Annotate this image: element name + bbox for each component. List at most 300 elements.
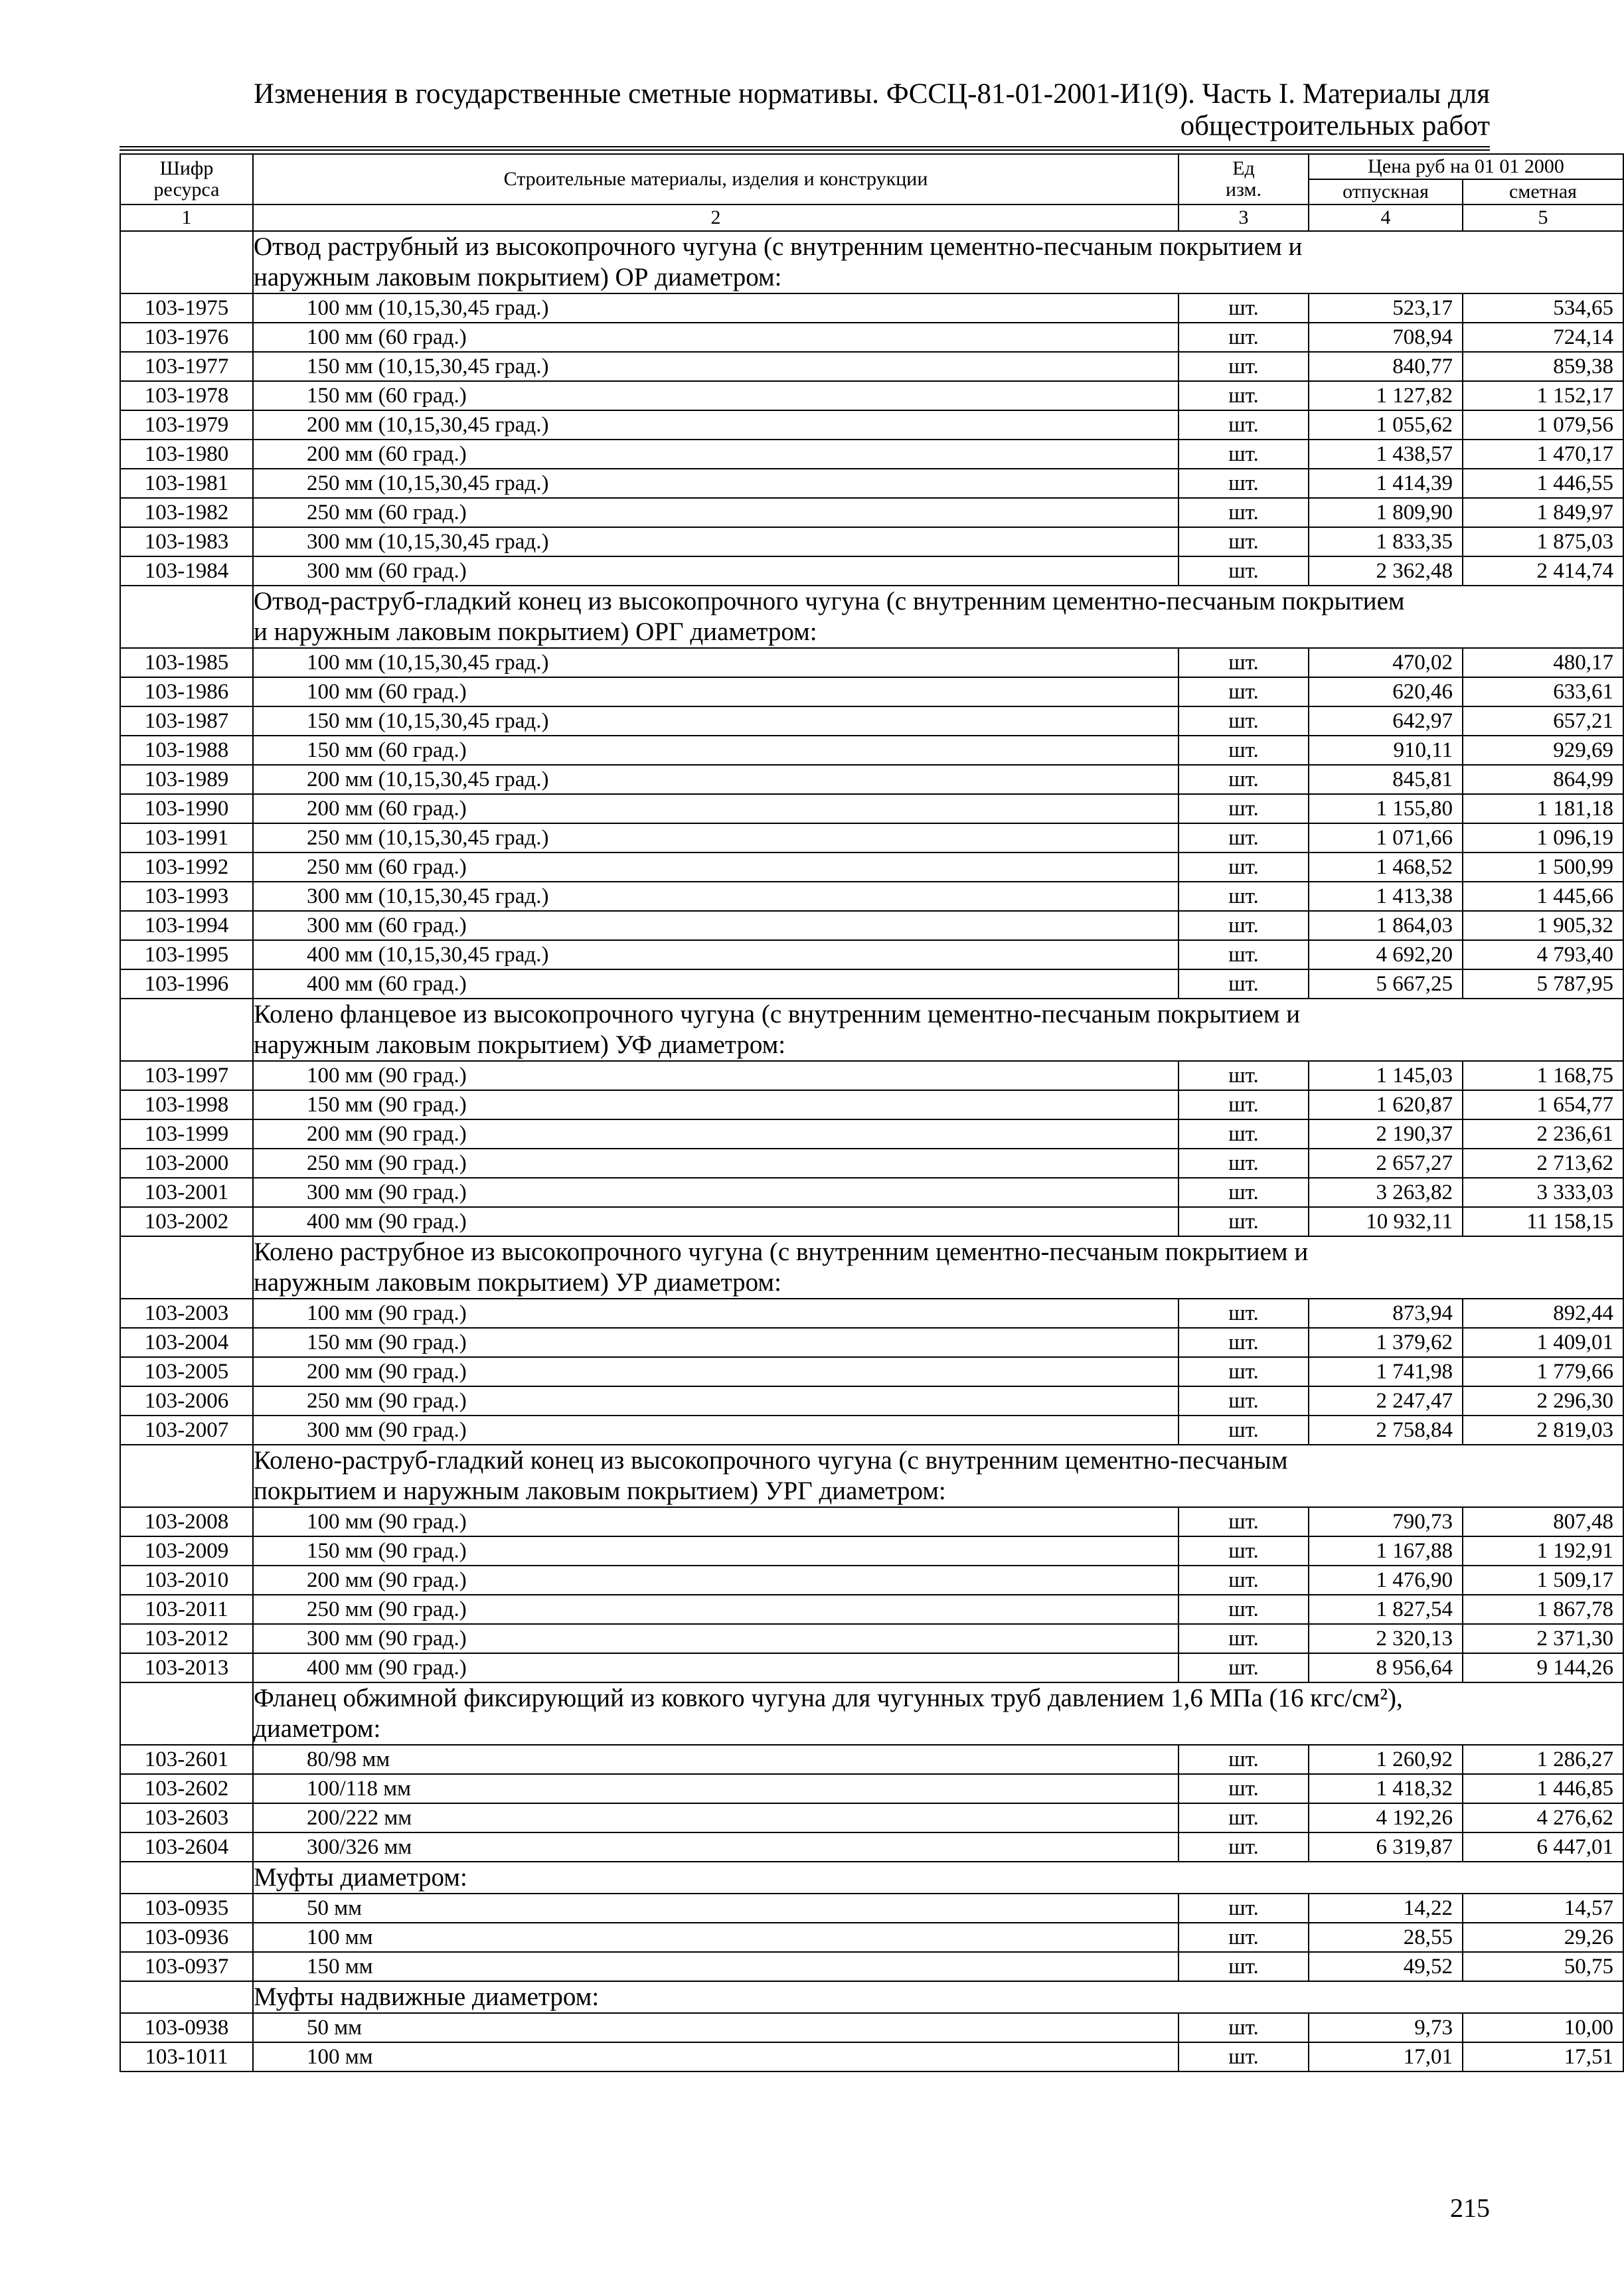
release-price: 1 827,54	[1309, 1595, 1463, 1624]
table-row	[120, 969, 1623, 999]
release-price: 1 809,90	[1309, 498, 1463, 527]
table-row	[120, 1416, 1623, 1445]
material-name: 300 мм (90 град.)	[253, 1416, 1178, 1445]
material-name: 50 мм	[253, 2013, 1178, 2042]
header-code-line-1: Шифр	[159, 157, 214, 179]
table-row	[120, 1803, 1623, 1832]
material-name: 50 мм	[253, 1894, 1178, 1923]
material-name: 80/98 мм	[253, 1745, 1178, 1774]
release-price: 8 956,64	[1309, 1653, 1463, 1682]
release-price: 620,46	[1309, 677, 1463, 706]
unit-of-measure: шт.	[1178, 1952, 1309, 1981]
release-price: 642,97	[1309, 706, 1463, 736]
material-name: 150 мм (60 град.)	[253, 381, 1178, 410]
resource-code: 103-1995	[120, 940, 253, 969]
material-name: 150 мм (90 град.)	[253, 1090, 1178, 1119]
release-price: 1 741,98	[1309, 1357, 1463, 1386]
material-name: 250 мм (10,15,30,45 град.)	[253, 469, 1178, 498]
release-price: 1 476,90	[1309, 1566, 1463, 1595]
estimate-price: 1 470,17	[1463, 440, 1623, 469]
release-price: 790,73	[1309, 1507, 1463, 1536]
material-name: 200 мм (90 град.)	[253, 1566, 1178, 1595]
unit-of-measure: шт.	[1178, 940, 1309, 969]
resource-code: 103-1989	[120, 765, 253, 794]
table-row	[120, 2013, 1623, 2042]
release-price: 9,73	[1309, 2013, 1463, 2042]
estimate-price: 2 713,62	[1463, 1149, 1623, 1178]
estimate-price: 1 286,27	[1463, 1745, 1623, 1774]
unit-of-measure: шт.	[1178, 1774, 1309, 1803]
unit-of-measure: шт.	[1178, 323, 1309, 352]
release-price: 4 192,26	[1309, 1803, 1463, 1832]
unit-of-measure: шт.	[1178, 1536, 1309, 1566]
material-name: 200/222 мм	[253, 1803, 1178, 1832]
unit-of-measure: шт.	[1178, 410, 1309, 440]
estimate-price: 2 414,74	[1463, 556, 1623, 586]
header-description: Строительные материалы, изделия и конструкции	[253, 154, 1178, 204]
table-row	[120, 1119, 1623, 1149]
release-price: 1 418,32	[1309, 1774, 1463, 1803]
group-title-line-1: Отвод раструбный из высокопрочного чугуна (с внутренним цементно-песчаным покрытием и	[254, 232, 1303, 261]
material-name: 300 мм (60 град.)	[253, 556, 1178, 586]
group-title-line-1: Отвод-раструб-гладкий конец из высокопрочного чугуна (с внутренним цементно-песчаным покрытием	[254, 587, 1405, 615]
table-row	[120, 1386, 1623, 1416]
resource-code: 103-2000	[120, 1149, 253, 1178]
resource-code: 103-2003	[120, 1299, 253, 1328]
resource-code: 103-1988	[120, 736, 253, 765]
resource-code: 103-0936	[120, 1923, 253, 1952]
unit-of-measure: шт.	[1178, 1328, 1309, 1357]
table-row	[120, 765, 1623, 794]
estimate-price: 2 371,30	[1463, 1624, 1623, 1653]
release-price: 1 167,88	[1309, 1536, 1463, 1566]
release-price: 1 145,03	[1309, 1061, 1463, 1090]
resource-code: 103-1975	[120, 293, 253, 323]
unit-of-measure: шт.	[1178, 1894, 1309, 1923]
release-price: 1 127,82	[1309, 381, 1463, 410]
resource-code: 103-1011	[120, 2042, 253, 2071]
estimate-price: 807,48	[1463, 1507, 1623, 1536]
unit-of-measure: шт.	[1178, 1803, 1309, 1832]
header-code-line-2: ресурса	[153, 179, 220, 201]
group-title-line-2: наружным лаковым покрытием) ОР диаметром:	[254, 263, 782, 291]
estimate-price: 1 192,91	[1463, 1536, 1623, 1566]
resource-code: 103-1991	[120, 823, 253, 853]
material-name: 100 мм	[253, 2042, 1178, 2071]
unit-of-measure: шт.	[1178, 498, 1309, 527]
resource-code: 103-2005	[120, 1357, 253, 1386]
table-row	[120, 498, 1623, 527]
material-name: 150 мм (90 град.)	[253, 1536, 1178, 1566]
material-name: 100 мм (60 град.)	[253, 677, 1178, 706]
unit-of-measure: шт.	[1178, 677, 1309, 706]
unit-of-measure: шт.	[1178, 1090, 1309, 1119]
resource-code: 103-2011	[120, 1595, 253, 1624]
estimate-price: 1 849,97	[1463, 498, 1623, 527]
resource-code: 103-2007	[120, 1416, 253, 1445]
estimate-price: 892,44	[1463, 1299, 1623, 1328]
estimate-price: 1 096,19	[1463, 823, 1623, 853]
release-price: 17,01	[1309, 2042, 1463, 2071]
unit-of-measure: шт.	[1178, 794, 1309, 823]
header-title-line-1: Изменения в государственные сметные нормативы. ФССЦ-81-01-2001-И1(9). Часть I. Материалы для	[254, 78, 1490, 110]
unit-of-measure: шт.	[1178, 882, 1309, 911]
material-name: 200 мм (90 град.)	[253, 1119, 1178, 1149]
release-price: 6 319,87	[1309, 1832, 1463, 1862]
material-name: 100 мм (60 град.)	[253, 323, 1178, 352]
resource-code: 103-1992	[120, 853, 253, 882]
release-price: 49,52	[1309, 1952, 1463, 1981]
group-header-code-cell	[120, 999, 253, 1061]
table-row	[120, 823, 1623, 853]
page-header	[120, 78, 1490, 142]
material-name: 400 мм (60 град.)	[253, 969, 1178, 999]
estimate-price: 1 779,66	[1463, 1357, 1623, 1386]
group-header-row	[120, 999, 1623, 1061]
group-title	[253, 999, 1623, 1061]
table-row	[120, 1328, 1623, 1357]
header-title-line-2: общестроительных работ	[1180, 110, 1490, 141]
group-title	[253, 1981, 1623, 2013]
estimate-price: 2 236,61	[1463, 1119, 1623, 1149]
estimate-price: 1 446,85	[1463, 1774, 1623, 1803]
material-name: 150 мм	[253, 1952, 1178, 1981]
material-name: 100 мм (90 град.)	[253, 1061, 1178, 1090]
estimate-price: 1 654,77	[1463, 1090, 1623, 1119]
material-name: 200 мм (90 град.)	[253, 1357, 1178, 1386]
release-price: 3 263,82	[1309, 1178, 1463, 1207]
unit-of-measure: шт.	[1178, 440, 1309, 469]
material-name: 250 мм (60 град.)	[253, 498, 1178, 527]
release-price: 1 620,87	[1309, 1090, 1463, 1119]
material-name: 100 мм (10,15,30,45 град.)	[253, 293, 1178, 323]
material-name: 200 мм (60 град.)	[253, 440, 1178, 469]
material-name: 400 мм (90 град.)	[253, 1207, 1178, 1236]
release-price: 873,94	[1309, 1299, 1463, 1328]
table-row	[120, 1357, 1623, 1386]
group-title-line-2: наружным лаковым покрытием) УР диаметром:	[254, 1268, 781, 1297]
release-price: 470,02	[1309, 648, 1463, 677]
material-name: 150 мм (90 град.)	[253, 1328, 1178, 1357]
estimate-price: 14,57	[1463, 1894, 1623, 1923]
table-row	[120, 1952, 1623, 1981]
group-title-line-1: Колено раструбное из высокопрочного чугуна (с внутренним цементно-песчаным покрытием и	[254, 1238, 1309, 1266]
resource-code: 103-1977	[120, 352, 253, 381]
release-price: 708,94	[1309, 323, 1463, 352]
column-number: 3	[1178, 204, 1309, 231]
unit-of-measure: шт.	[1178, 1653, 1309, 1682]
page-number: 215	[1450, 2193, 1490, 2223]
estimate-price: 10,00	[1463, 2013, 1623, 2042]
resource-code: 103-2601	[120, 1745, 253, 1774]
group-header-code-cell	[120, 231, 253, 293]
release-price: 1 260,92	[1309, 1745, 1463, 1774]
table-row	[120, 911, 1623, 940]
release-price: 840,77	[1309, 352, 1463, 381]
table-row	[120, 1774, 1623, 1803]
unit-of-measure: шт.	[1178, 293, 1309, 323]
estimate-price: 2 819,03	[1463, 1416, 1623, 1445]
unit-of-measure: шт.	[1178, 823, 1309, 853]
resource-code: 103-0937	[120, 1952, 253, 1981]
estimate-price: 1 446,55	[1463, 469, 1623, 498]
unit-of-measure: шт.	[1178, 1507, 1309, 1536]
release-price: 5 667,25	[1309, 969, 1463, 999]
resource-code: 103-1984	[120, 556, 253, 586]
material-name: 300 мм (10,15,30,45 град.)	[253, 882, 1178, 911]
unit-of-measure: шт.	[1178, 1207, 1309, 1236]
table-row	[120, 1745, 1623, 1774]
estimate-price: 50,75	[1463, 1952, 1623, 1981]
unit-of-measure: шт.	[1178, 1595, 1309, 1624]
group-header-row	[120, 586, 1623, 648]
unit-of-measure: шт.	[1178, 1745, 1309, 1774]
table-row	[120, 1061, 1623, 1090]
unit-of-measure: шт.	[1178, 2013, 1309, 2042]
table-row	[120, 853, 1623, 882]
resource-code: 103-1993	[120, 882, 253, 911]
table-row	[120, 352, 1623, 381]
resource-code: 103-0938	[120, 2013, 253, 2042]
group-header-row	[120, 1682, 1623, 1745]
group-title-line-2: и наружным лаковым покрытием) ОРГ диаметром:	[254, 617, 817, 646]
material-name: 100/118 мм	[253, 1774, 1178, 1803]
material-name: 100 мм (10,15,30,45 град.)	[253, 648, 1178, 677]
unit-of-measure: шт.	[1178, 1416, 1309, 1445]
table-row	[120, 1090, 1623, 1119]
release-price: 1 379,62	[1309, 1328, 1463, 1357]
group-header-code-cell	[120, 1236, 253, 1299]
material-name: 300 мм (10,15,30,45 град.)	[253, 527, 1178, 556]
table-row	[120, 2042, 1623, 2071]
unit-of-measure: шт.	[1178, 911, 1309, 940]
resource-code: 103-1990	[120, 794, 253, 823]
table-row	[120, 882, 1623, 911]
unit-of-measure: шт.	[1178, 736, 1309, 765]
table-row	[120, 736, 1623, 765]
unit-of-measure: шт.	[1178, 1566, 1309, 1595]
estimate-price: 4 276,62	[1463, 1803, 1623, 1832]
header-price-estimate: сметная	[1463, 179, 1623, 204]
estimate-price: 1 875,03	[1463, 527, 1623, 556]
resource-code: 103-2009	[120, 1536, 253, 1566]
release-price: 2 657,27	[1309, 1149, 1463, 1178]
group-title-line-2: наружным лаковым покрытием) УФ диаметром:	[254, 1030, 786, 1059]
price-table	[120, 153, 1624, 2072]
release-price: 1 055,62	[1309, 410, 1463, 440]
resource-code: 103-1976	[120, 323, 253, 352]
estimate-price: 29,26	[1463, 1923, 1623, 1952]
unit-of-measure: шт.	[1178, 352, 1309, 381]
header-price-release: отпускная	[1309, 179, 1463, 204]
estimate-price: 480,17	[1463, 648, 1623, 677]
release-price: 523,17	[1309, 293, 1463, 323]
estimate-price: 724,14	[1463, 323, 1623, 352]
resource-code: 103-1997	[120, 1061, 253, 1090]
material-name: 300 мм (60 град.)	[253, 911, 1178, 940]
estimate-price: 864,99	[1463, 765, 1623, 794]
header-code	[120, 154, 253, 204]
group-title	[253, 1682, 1623, 1745]
release-price: 1 833,35	[1309, 527, 1463, 556]
resource-code: 103-1981	[120, 469, 253, 498]
material-name: 300/326 мм	[253, 1832, 1178, 1862]
resource-code: 103-1979	[120, 410, 253, 440]
release-price: 2 190,37	[1309, 1119, 1463, 1149]
unit-of-measure: шт.	[1178, 1624, 1309, 1653]
group-title-line-1: Муфты надвижные диаметром:	[254, 1983, 600, 2011]
estimate-price: 1 867,78	[1463, 1595, 1623, 1624]
table-row	[120, 1149, 1623, 1178]
estimate-price: 9 144,26	[1463, 1653, 1623, 1682]
material-name: 250 мм (90 град.)	[253, 1149, 1178, 1178]
material-name: 300 мм (90 град.)	[253, 1178, 1178, 1207]
table-row	[120, 1507, 1623, 1536]
unit-of-measure: шт.	[1178, 1923, 1309, 1952]
group-title	[253, 231, 1623, 293]
resource-code: 103-1999	[120, 1119, 253, 1149]
table-row	[120, 1207, 1623, 1236]
estimate-price: 1 445,66	[1463, 882, 1623, 911]
resource-code: 103-1982	[120, 498, 253, 527]
unit-of-measure: шт.	[1178, 1061, 1309, 1090]
release-price: 1 438,57	[1309, 440, 1463, 469]
unit-of-measure: шт.	[1178, 1178, 1309, 1207]
table-row	[120, 1299, 1623, 1328]
unit-of-measure: шт.	[1178, 648, 1309, 677]
table-row	[120, 410, 1623, 440]
material-name: 200 мм (60 град.)	[253, 794, 1178, 823]
unit-of-measure: шт.	[1178, 469, 1309, 498]
unit-of-measure: шт.	[1178, 527, 1309, 556]
resource-code: 103-1985	[120, 648, 253, 677]
group-title	[253, 1445, 1623, 1507]
table-row	[120, 1595, 1623, 1624]
release-price: 1 071,66	[1309, 823, 1463, 853]
estimate-price: 1 168,75	[1463, 1061, 1623, 1090]
estimate-price: 633,61	[1463, 677, 1623, 706]
material-name: 400 мм (90 град.)	[253, 1653, 1178, 1682]
estimate-price: 534,65	[1463, 293, 1623, 323]
release-price: 910,11	[1309, 736, 1463, 765]
table-row	[120, 527, 1623, 556]
table-row	[120, 323, 1623, 352]
resource-code: 103-1987	[120, 706, 253, 736]
release-price: 14,22	[1309, 1894, 1463, 1923]
release-price: 2 320,13	[1309, 1624, 1463, 1653]
estimate-price: 929,69	[1463, 736, 1623, 765]
resource-code: 103-2604	[120, 1832, 253, 1862]
estimate-price: 1 181,18	[1463, 794, 1623, 823]
material-name: 250 мм (10,15,30,45 град.)	[253, 823, 1178, 853]
resource-code: 103-1998	[120, 1090, 253, 1119]
material-name: 300 мм (90 град.)	[253, 1624, 1178, 1653]
group-title-line-1: Муфты диаметром:	[254, 1863, 467, 1892]
material-name: 150 мм (10,15,30,45 град.)	[253, 352, 1178, 381]
group-title	[253, 1862, 1623, 1894]
group-header-row	[120, 1862, 1623, 1894]
table-row	[120, 1624, 1623, 1653]
estimate-price: 11 158,15	[1463, 1207, 1623, 1236]
header-rule	[120, 146, 1490, 147]
unit-of-measure: шт.	[1178, 2042, 1309, 2071]
column-number: 5	[1463, 204, 1623, 231]
resource-code: 103-2006	[120, 1386, 253, 1416]
resource-code: 103-2602	[120, 1774, 253, 1803]
unit-of-measure: шт.	[1178, 1832, 1309, 1862]
group-header-row	[120, 1236, 1623, 1299]
group-header-code-cell	[120, 586, 253, 648]
material-name: 200 мм (10,15,30,45 град.)	[253, 410, 1178, 440]
column-number: 4	[1309, 204, 1463, 231]
table-row	[120, 1566, 1623, 1595]
resource-code: 103-1983	[120, 527, 253, 556]
group-header-code-cell	[120, 1862, 253, 1894]
unit-of-measure: шт.	[1178, 1119, 1309, 1149]
resource-code: 103-2001	[120, 1178, 253, 1207]
table-row	[120, 648, 1623, 677]
resource-code: 103-2002	[120, 1207, 253, 1236]
table-row	[120, 940, 1623, 969]
resource-code: 103-1994	[120, 911, 253, 940]
estimate-price: 1 409,01	[1463, 1328, 1623, 1357]
table-row	[120, 1894, 1623, 1923]
unit-of-measure: шт.	[1178, 1149, 1309, 1178]
header-price-group: Цена руб на 01 01 2000	[1309, 154, 1623, 179]
unit-of-measure: шт.	[1178, 1386, 1309, 1416]
resource-code: 103-2603	[120, 1803, 253, 1832]
estimate-price: 1 905,32	[1463, 911, 1623, 940]
column-number: 2	[253, 204, 1178, 231]
estimate-price: 1 500,99	[1463, 853, 1623, 882]
unit-of-measure: шт.	[1178, 556, 1309, 586]
unit-of-measure: шт.	[1178, 381, 1309, 410]
resource-code: 103-2008	[120, 1507, 253, 1536]
table-row	[120, 1536, 1623, 1566]
resource-code: 103-1978	[120, 381, 253, 410]
table-row	[120, 1653, 1623, 1682]
table-row	[120, 381, 1623, 410]
release-price: 10 932,11	[1309, 1207, 1463, 1236]
unit-of-measure: шт.	[1178, 1357, 1309, 1386]
table-row	[120, 293, 1623, 323]
material-name: 250 мм (60 град.)	[253, 853, 1178, 882]
release-price: 845,81	[1309, 765, 1463, 794]
estimate-price: 657,21	[1463, 706, 1623, 736]
table-row	[120, 1832, 1623, 1862]
material-name: 250 мм (90 град.)	[253, 1595, 1178, 1624]
estimate-price: 859,38	[1463, 352, 1623, 381]
release-price: 1 468,52	[1309, 853, 1463, 882]
release-price: 28,55	[1309, 1923, 1463, 1952]
material-name: 200 мм (10,15,30,45 град.)	[253, 765, 1178, 794]
group-title-line-2: покрытием и наружным лаковым покрытием) УРГ диаметром:	[254, 1477, 946, 1505]
table-row	[120, 677, 1623, 706]
material-name: 100 мм (90 град.)	[253, 1299, 1178, 1328]
release-price: 2 758,84	[1309, 1416, 1463, 1445]
group-header-code-cell	[120, 1981, 253, 2013]
material-name: 400 мм (10,15,30,45 град.)	[253, 940, 1178, 969]
header-unit-line-2: изм.	[1226, 179, 1261, 201]
table-body	[120, 231, 1623, 2071]
group-header-row	[120, 231, 1623, 293]
resource-code: 103-2010	[120, 1566, 253, 1595]
unit-of-measure: шт.	[1178, 765, 1309, 794]
resource-code: 103-1986	[120, 677, 253, 706]
table-row	[120, 706, 1623, 736]
estimate-price: 3 333,03	[1463, 1178, 1623, 1207]
release-price: 2 362,48	[1309, 556, 1463, 586]
